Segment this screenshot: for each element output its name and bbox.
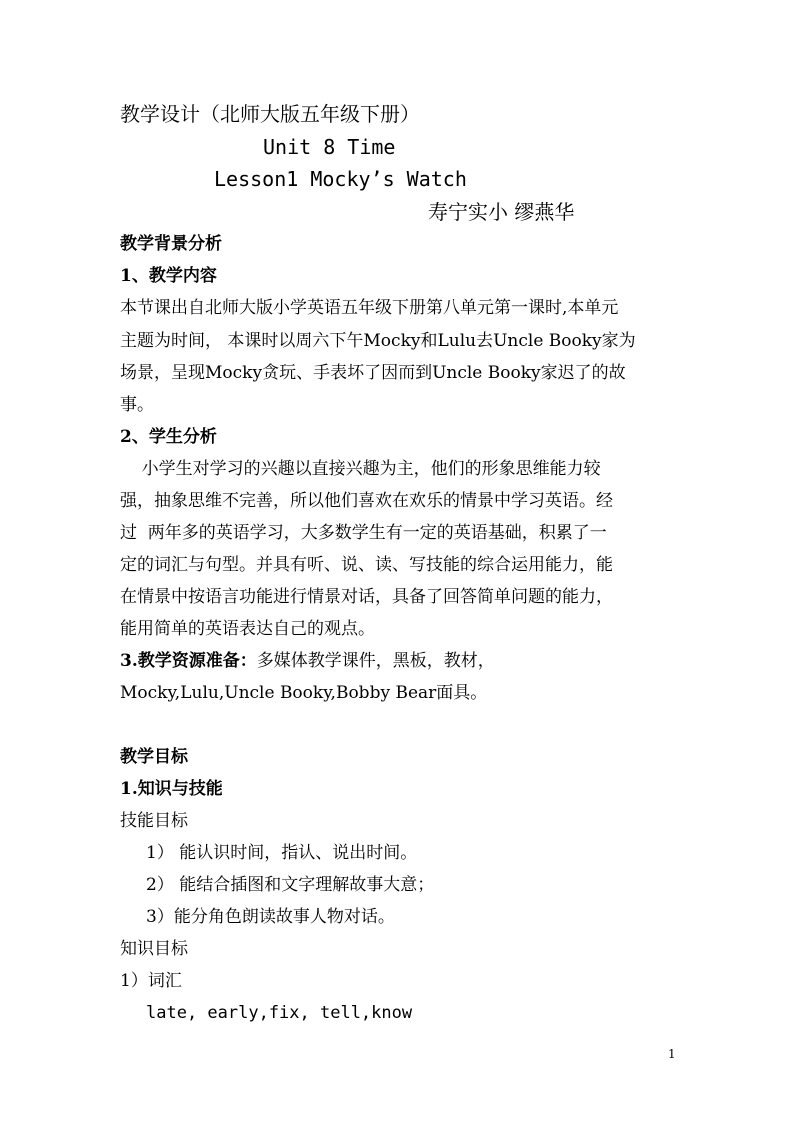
knowledge-goals-label: 知识目标 bbox=[120, 939, 188, 959]
skill-goals-label: 技能目标 bbox=[120, 811, 188, 831]
content-paragraph-line: 主题为时间， 本课时以周六下午Mocky和Lulu去Uncle Booky家为 bbox=[120, 331, 636, 351]
content-paragraph-line: 事。 bbox=[120, 395, 154, 415]
student-paragraph-line: 过 两年多的英语学习，大多数学生有一定的英语基础，积累了一 bbox=[120, 523, 607, 543]
unit-title: Unit 8 Time bbox=[263, 135, 396, 159]
skill-item: 2） 能结合插图和文字理解故事大意； bbox=[146, 875, 435, 895]
student-heading: 2、学生分析 bbox=[120, 427, 217, 447]
content-paragraph-line: 本节课出自北师大版小学英语五年级下册第八单元第一课时,本单元 bbox=[120, 298, 619, 318]
document-title: 教学设计（北师大版五年级下册） bbox=[120, 102, 420, 126]
knowledge-heading: 1.知识与技能 bbox=[120, 779, 223, 799]
resources-line-2: Mocky,Lulu,Uncle Booky,Bobby Bear面具。 bbox=[120, 683, 488, 703]
student-paragraph-line: 能用简单的英语表达自己的观点。 bbox=[120, 619, 375, 639]
student-paragraph-line: 小学生对学习的兴趣以直接兴趣为主，他们的形象思维能力较 bbox=[120, 459, 601, 479]
skill-item: 1） 能认识时间，指认、说出时间。 bbox=[146, 843, 418, 863]
content-heading: 1、教学内容 bbox=[120, 266, 217, 286]
student-paragraph-line: 定的词汇与句型。并具有听、说、读、写技能的综合运用能力，能 bbox=[120, 555, 613, 575]
background-heading: 教学背景分析 bbox=[120, 234, 222, 254]
author-line: 寿宁实小 缪燕华 bbox=[428, 200, 575, 224]
resources-line bbox=[120, 651, 495, 671]
goals-heading: 教学目标 bbox=[120, 747, 188, 767]
student-paragraph-line: 在情景中按语言功能进行情景对话，具备了回答简单问题的能力， bbox=[120, 587, 613, 607]
skill-item: 3）能分角色朗读故事人物对话。 bbox=[146, 907, 395, 927]
student-paragraph-line: 强，抽象思维不完善，所以他们喜欢在欢乐的情景中学习英语。经 bbox=[120, 491, 613, 511]
vocab-words: late, early,fix, tell,know bbox=[146, 1003, 413, 1023]
resources-text: 多媒体教学课件，黑板，教材， bbox=[256, 651, 495, 671]
resources-label: 3.教学资源准备： bbox=[120, 651, 257, 671]
page-number: 1 bbox=[668, 1047, 676, 1061]
content-paragraph-line: 场景，呈现Mocky贪玩、手表坏了因而到Uncle Booky家迟了的故 bbox=[120, 363, 626, 383]
lesson-title: Lesson1 Mocky’s Watch bbox=[214, 167, 467, 191]
vocab-label: 1）词汇 bbox=[120, 971, 182, 991]
